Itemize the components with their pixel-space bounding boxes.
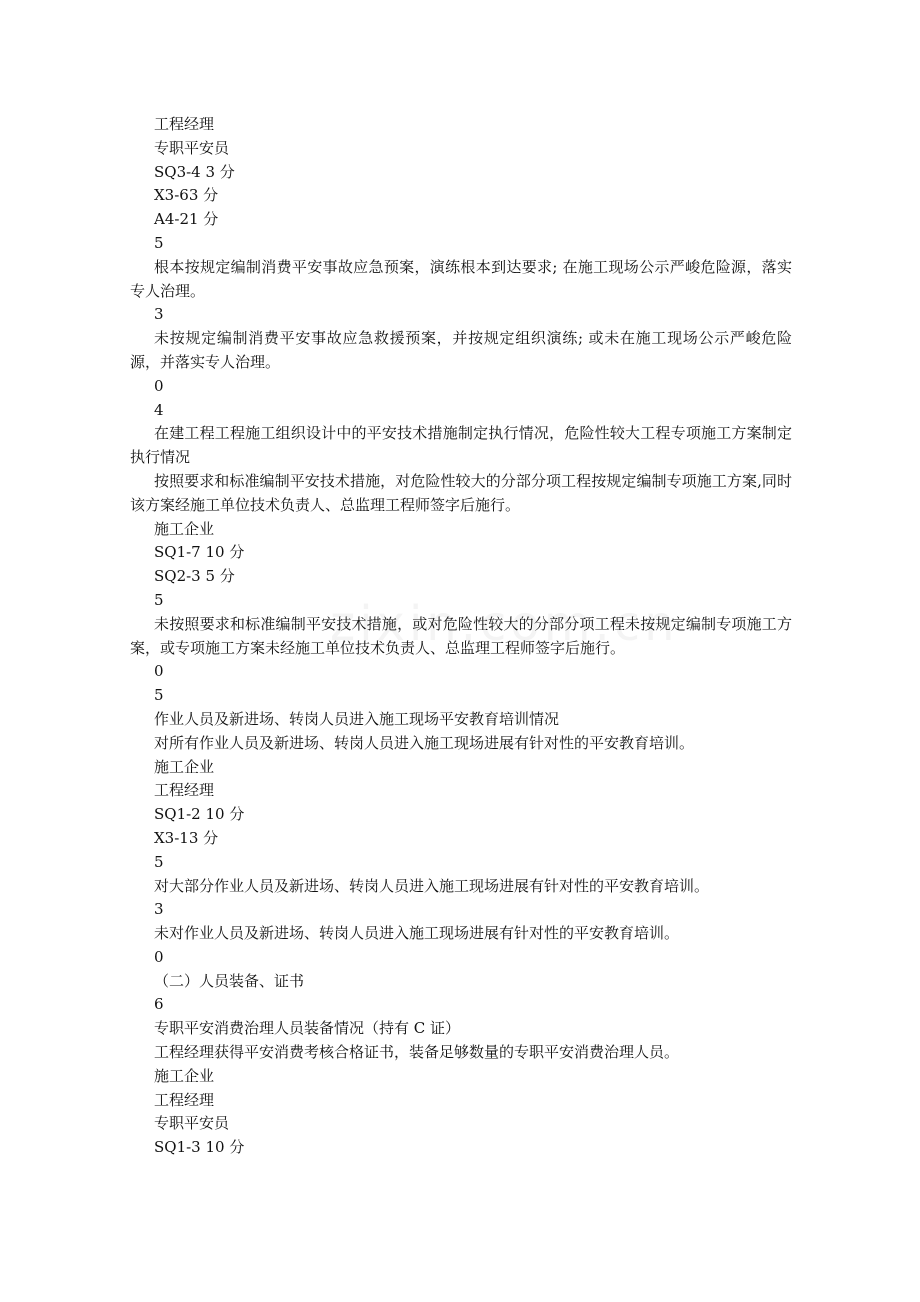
text-line: 专职平安消费治理人员装备情况（持有 C 证） <box>154 1019 461 1038</box>
text-line: 5 <box>154 686 164 705</box>
text-line: 5 <box>154 852 164 871</box>
text-paragraph: 未按照要求和标准编制平安技术措施，或对危险性较大的分部分项工程未按规定编制专项施工方案，或专项施工方案未经施工单位技术负责人、总监理工程师签字后施行。 <box>130 614 792 657</box>
text-line: 0 <box>154 947 164 966</box>
text-paragraph: 根本按规定编制消费平安事故应急预案，演练根本到达要求; 在施工现场公示严峻危险源，落实专人治理。 <box>130 257 792 300</box>
text-line: （二）人员装备、证书 <box>154 971 305 990</box>
text-line: X3-63 分 <box>154 186 219 205</box>
text-line: SQ2-3 5 分 <box>154 567 235 586</box>
text-paragraph: 按照要求和标准编制平安技术措施，对危险性较大的分部分项工程按规定编制专项施工方案,同时该方案经施工单位技术负责人、总监理工程师签字后施行。 <box>130 471 792 514</box>
text-line: 工程经理获得平安消费考核合格证书，装备足够数量的专职平安消费治理人员。 <box>154 1043 680 1062</box>
text-line: 工程经理 <box>154 781 215 800</box>
text-line: 3 <box>154 900 164 919</box>
text-line: 6 <box>154 995 164 1014</box>
text-line: 工程经理 <box>154 115 215 133</box>
text-line: 0 <box>154 376 164 395</box>
text-line: 工程经理 <box>154 1090 215 1109</box>
text-line: 专职平安员 <box>154 1114 230 1133</box>
text-paragraph: 未按规定编制消费平安事故应急救援预案，并按规定组织演练; 或未在施工现场公示严峻危险源，并落实专人治理。 <box>130 329 792 371</box>
text-line: 3 <box>154 305 164 324</box>
text-line: SQ1-2 10 分 <box>154 805 245 824</box>
text-line: 5 <box>154 590 164 609</box>
text-line: 4 <box>154 400 164 419</box>
text-line: X3-13 分 <box>154 828 219 847</box>
text-line: 0 <box>154 662 164 681</box>
text-line: 对大部分作业人员及新进场、转岗人员进入施工现场进展有针对性的平安教育培训。 <box>154 876 710 895</box>
text-line: 专职平安员 <box>154 138 230 157</box>
text-line: A4-21 分 <box>154 210 219 229</box>
text-line: 5 <box>154 233 164 252</box>
text-line: 对所有作业人员及新进场、转岗人员进入施工现场进展有针对性的平安教育培训。 <box>154 733 695 752</box>
text-line: 施工企业 <box>154 519 215 538</box>
text-line: SQ3-4 3 分 <box>154 162 235 181</box>
document-body <box>130 113 792 1160</box>
text-line: SQ1-3 10 分 <box>154 1138 245 1157</box>
text-line: SQ1-7 10 分 <box>154 543 245 562</box>
text-line: 作业人员及新进场、转岗人员进入施工现场平安教育培训情况 <box>154 709 560 728</box>
text-line: 施工企业 <box>154 757 215 776</box>
text-line: 施工企业 <box>154 1066 215 1085</box>
text-line: 未对作业人员及新进场、转岗人员进入施工现场进展有针对性的平安教育培训。 <box>154 924 680 943</box>
text-paragraph: 在建工程工程施工组织设计中的平安技术措施制定执行情况，危险性较大工程专项施工方案制定执行情况 <box>130 424 792 467</box>
